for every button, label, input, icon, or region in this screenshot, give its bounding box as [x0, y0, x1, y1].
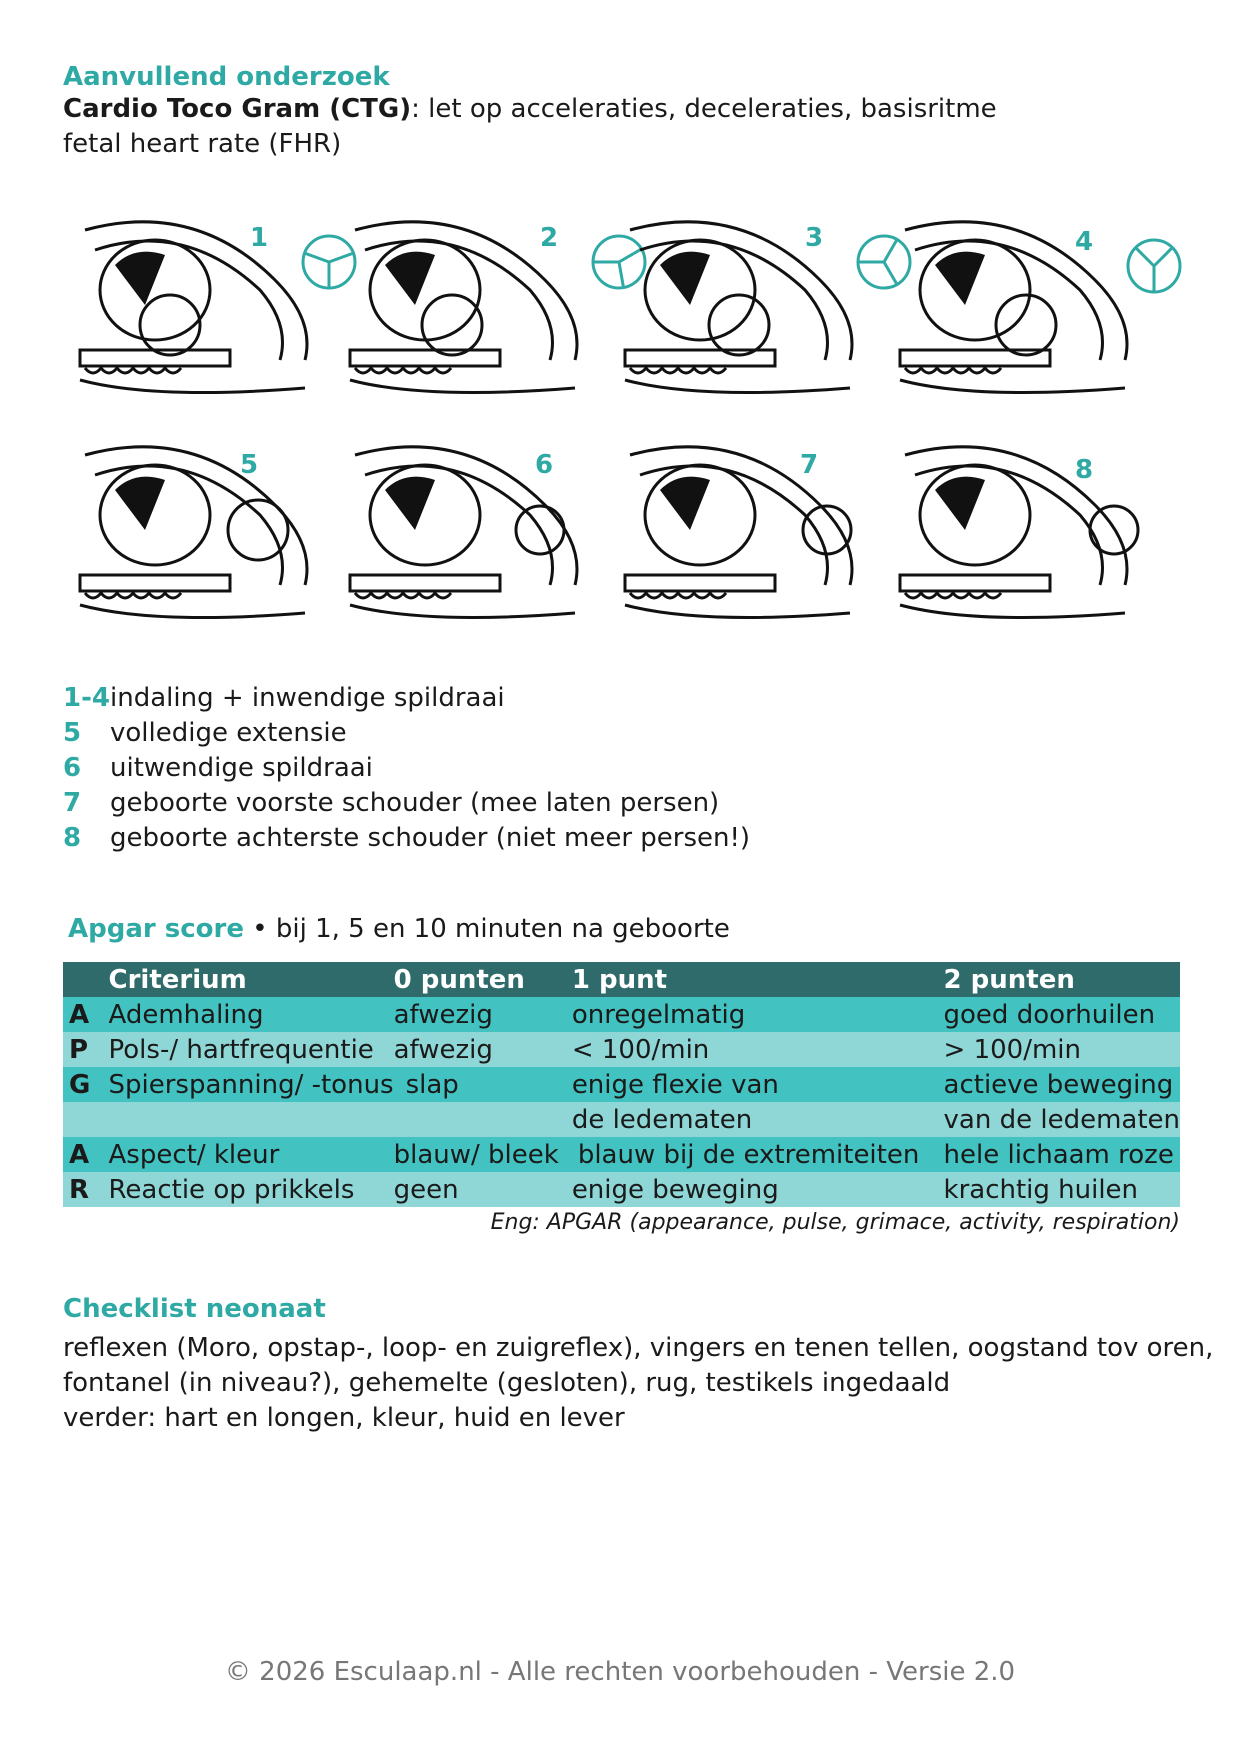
table-row: [63, 1032, 1180, 1067]
checklist-line: fontanel (in niveau?), gehemelte (gesloten), rug, testikels ingedaald: [63, 1368, 951, 1398]
score-1-cell: enige flexie van: [571, 1069, 779, 1100]
table-row: [63, 1067, 1180, 1102]
table-row: [63, 997, 1180, 1032]
checklist-line: reflexen (Moro, opstap-, loop- en zuigreflex), vingers en tenen tellen, oogstand tov oren,: [63, 1333, 1214, 1363]
ctg-line: [63, 92, 997, 127]
apgar-english-note: Eng: APGAR (appearance, pulse, grimace, activity, respiration): [490, 1210, 1180, 1235]
footer-copyright: © 2026 Esculaap.nl - Alle rechten voorbehouden - Versie 2.0: [224, 1657, 1016, 1687]
section-title: Aanvullend onderzoek: [63, 62, 390, 92]
column-header: 1 punt: [571, 964, 668, 995]
birth-stage-figure: [345, 210, 605, 415]
score-0-cell: slap: [405, 1069, 459, 1100]
stage-number: 5: [63, 718, 82, 748]
score-0-cell: afwezig: [393, 999, 493, 1030]
pelvis-sketch-icon: [75, 210, 335, 415]
pelvis-sketch-icon: [895, 210, 1155, 415]
apgar-table: [63, 962, 1180, 1207]
figure-number: 7: [800, 450, 819, 480]
birth-stage-figure: [345, 435, 605, 640]
table-row: [63, 1102, 1180, 1137]
score-0-cell: afwezig: [393, 1034, 493, 1065]
stage-number: 7: [63, 788, 82, 818]
score-0-cell: blauw/ bleek: [393, 1139, 559, 1170]
score-0-cell: [394, 1102, 572, 1137]
apgar-letter: G: [69, 1069, 91, 1100]
criterium-cell: Spierspanning/ -tonus: [108, 1069, 394, 1100]
criterium-cell: Pols-/ hartfrequentie: [108, 1034, 374, 1065]
figure-number: 3: [805, 223, 824, 253]
figure-number: 6: [535, 450, 554, 480]
stage-item: [63, 683, 505, 713]
score-1-cell: de ledematen: [571, 1104, 753, 1135]
apgar-title: Apgar score: [68, 914, 244, 944]
criterium-cell: Ademhaling: [108, 999, 264, 1030]
stage-text: geboorte achterste schouder (niet meer persen!): [110, 823, 751, 853]
stage-item: [63, 753, 373, 783]
stage-text: indaling + inwendige spildraai: [110, 683, 505, 713]
pelvis-sketch-icon: [895, 435, 1155, 640]
table-header-row: [63, 962, 1180, 997]
table-row: [63, 1172, 1180, 1207]
checklist-title: Checklist neonaat: [63, 1294, 326, 1324]
birth-stage-figure: [895, 210, 1155, 415]
score-1-cell: blauw bij de extremiteiten: [577, 1139, 920, 1170]
score-2-cell: hele lichaam roze: [943, 1139, 1174, 1170]
criterium-cell: Reactie op prikkels: [108, 1174, 355, 1205]
score-2-cell: actieve beweging: [943, 1069, 1174, 1100]
pelvis-sketch-icon: [75, 435, 335, 640]
birth-stage-figure: [895, 435, 1155, 640]
stage-number: 1-4: [63, 683, 110, 713]
score-1-cell: enige beweging: [571, 1174, 779, 1205]
ctg-term: Cardio Toco Gram (CTG): [63, 94, 412, 124]
apgar-letter: [63, 1102, 109, 1137]
figure-number: 5: [240, 450, 259, 480]
column-header: Criterium: [108, 964, 247, 995]
birth-stage-figure: [75, 210, 335, 415]
score-0-cell: geen: [393, 1174, 459, 1205]
ctg-line-2: fetal heart rate (FHR): [63, 129, 342, 159]
stage-text: geboorte voorste schouder (mee laten persen): [110, 788, 720, 818]
apgar-letter: P: [69, 1034, 89, 1065]
pelvis-sketch-icon: [345, 210, 605, 415]
column-header: 2 punten: [943, 964, 1075, 995]
figure-number: 2: [540, 223, 559, 253]
score-2-cell: van de ledematen: [943, 1104, 1180, 1135]
score-2-cell: krachtig huilen: [943, 1174, 1139, 1205]
ctg-description: : let op acceleraties, deceleraties, basisritme: [411, 94, 997, 124]
figure-number: 8: [1075, 455, 1094, 485]
pelvis-sketch-icon: [620, 435, 880, 640]
criterium-cell: [109, 1102, 394, 1137]
apgar-heading: [68, 914, 730, 944]
score-1-cell: onregelmatig: [571, 999, 746, 1030]
table-row: [63, 1137, 1180, 1172]
score-2-cell: > 100/min: [943, 1034, 1081, 1065]
criterium-cell: Aspect/ kleur: [108, 1139, 280, 1170]
apgar-subtitle: • bij 1, 5 en 10 minuten na geboorte: [252, 914, 730, 944]
score-1-cell: < 100/min: [571, 1034, 710, 1065]
birth-stage-figure: [75, 435, 335, 640]
stage-item: [63, 718, 347, 748]
birth-stage-figure: [620, 435, 880, 640]
apgar-letter: R: [69, 1174, 90, 1205]
figure-number: 1: [250, 223, 269, 253]
head-rotation-icon: [1125, 237, 1183, 295]
stage-number: 6: [63, 753, 82, 783]
stage-item: [63, 788, 719, 818]
pelvis-sketch-icon: [345, 435, 605, 640]
score-2-cell: goed doorhuilen: [943, 999, 1156, 1030]
column-header: 0 punten: [393, 964, 525, 995]
checklist-line: verder: hart en longen, kleur, huid en lever: [63, 1403, 625, 1433]
stage-text: volledige extensie: [110, 718, 347, 748]
apgar-letter: A: [69, 999, 90, 1030]
pelvis-sketch-icon: [620, 210, 880, 415]
stage-text: uitwendige spildraai: [110, 753, 373, 783]
apgar-letter: A: [69, 1139, 90, 1170]
stage-number: 8: [63, 823, 82, 853]
figure-number: 4: [1075, 227, 1094, 257]
birth-stage-figure: [620, 210, 880, 415]
stage-item: [63, 823, 750, 853]
